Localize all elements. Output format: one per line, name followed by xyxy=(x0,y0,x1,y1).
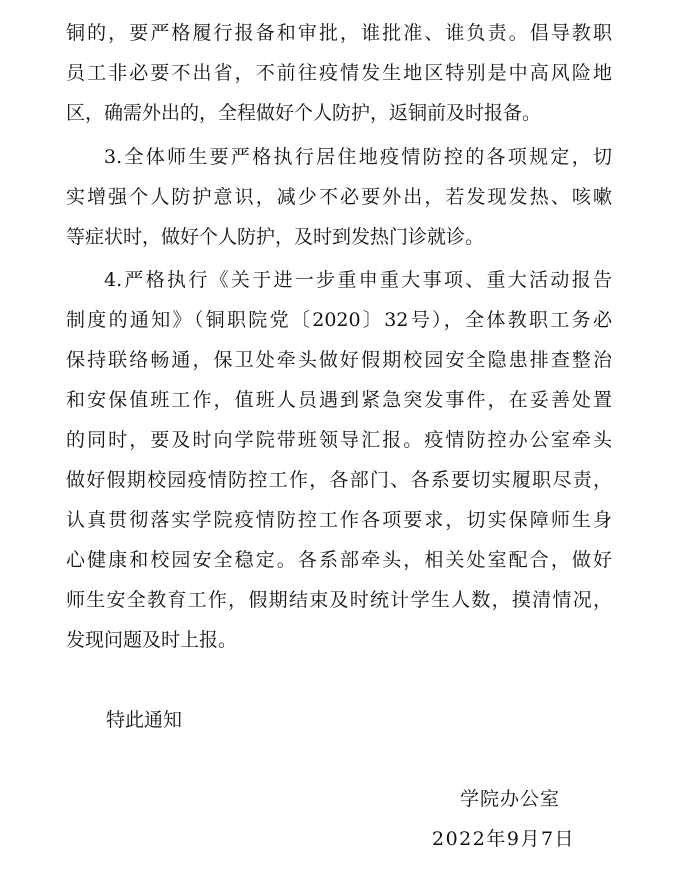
paragraph-line: 的同时，要及时向学院带班领导汇报。疫情防控办公室牵头 xyxy=(66,429,612,451)
paragraph-line: 铜的，要严格履行报备和审批，谁批准、谁负责。倡导教职 xyxy=(66,22,612,44)
paragraph-line: 3.全体师生要严格执行居住地疫情防控的各项规定，切 xyxy=(104,146,612,168)
paragraph-line: 师生安全教育工作，假期结束及时统计学生人数，摸清情况， xyxy=(66,589,612,611)
paragraph-line: 实增强个人防护意识，减少不必要外出，若发现发热、咳嗽 xyxy=(66,186,612,208)
paragraph-line: 等症状时，做好个人防护，及时到发热门诊就诊。 xyxy=(66,226,485,248)
paragraph-line: 和安保值班工作，值班人员遇到紧急突发事件，在妥善处置 xyxy=(66,389,612,411)
signature-unit: 学院办公室 xyxy=(460,788,561,810)
signature-date: 2022年9月7日 xyxy=(432,828,576,850)
paragraph-line: 做好假期校园疫情防控工作，各部门、各系要切实履职尽责， xyxy=(66,469,612,491)
paragraph-line: 保持联络畅通，保卫处牵头做好假期校园安全隐患排查整治 xyxy=(66,349,612,371)
paragraph-line: 认真贯彻落实学院疫情防控工作各项要求，切实保障师生身 xyxy=(66,509,612,531)
paragraph-line: 区，确需外出的，全程做好个人防护，返铜前及时报备。 xyxy=(66,102,542,124)
paragraph-line: 制度的通知》（铜职院党〔2020〕32号），全体教职工务必 xyxy=(66,309,612,331)
closing-text: 特此通知 xyxy=(106,709,183,731)
paragraph-line: 员工非必要不出省，不前往疫情发生地区特别是中高风险地 xyxy=(66,62,612,84)
paragraph-line: 4.严格执行《关于进一步重申重大事项、重大活动报告 xyxy=(104,269,612,291)
paragraph-line: 心健康和校园安全稳定。各系部牵头，相关处室配合，做好 xyxy=(66,549,612,571)
paragraph-line: 发现问题及时上报。 xyxy=(66,629,238,651)
